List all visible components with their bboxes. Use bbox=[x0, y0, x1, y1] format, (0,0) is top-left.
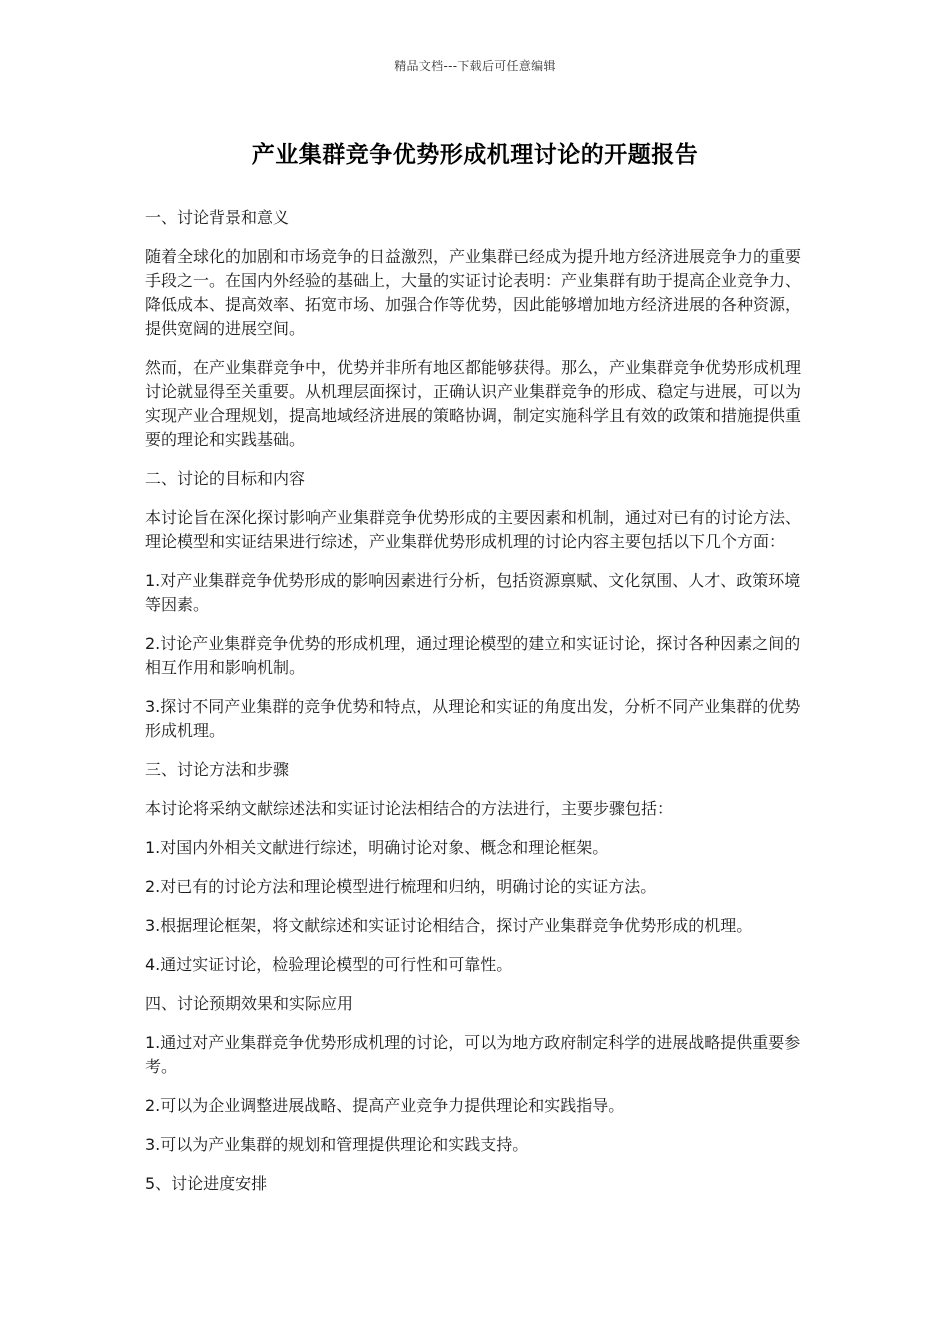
list-item: 2.讨论产业集群竞争优势的形成机理，通过理论模型的建立和实证讨论，探讨各种因素之间的相互作用和影响机制。 bbox=[145, 634, 801, 677]
section-heading-background: 一、讨论背景和意义 bbox=[145, 208, 290, 227]
list-item: 2.对已有的讨论方法和理论模型进行梳理和归纳，明确讨论的实证方法。 bbox=[145, 877, 657, 896]
document-title: 产业集群竞争优势形成机理讨论的开题报告 bbox=[251, 142, 699, 168]
list-item: 1.对产业集群竞争优势形成的影响因素进行分析，包括资源禀赋、文化氛围、人才、政策环境等因素。 bbox=[145, 571, 801, 614]
list-item: 4.通过实证讨论，检验理论模型的可行性和可靠性。 bbox=[145, 955, 513, 974]
list-item: 2.可以为企业调整进展战略、提高产业竞争力提供理论和实践指导。 bbox=[145, 1096, 625, 1115]
paragraph: 本讨论将采纳文献综述法和实证讨论法相结合的方法进行，主要步骤包括： bbox=[145, 799, 674, 818]
section-heading-expected-results: 四、讨论预期效果和实际应用 bbox=[145, 994, 354, 1013]
document-body bbox=[145, 206, 810, 1211]
list-item: 3.可以为产业集群的规划和管理提供理论和实践支持。 bbox=[145, 1135, 529, 1154]
paragraph: 本讨论旨在深化探讨影响产业集群竞争优势形成的主要因素和机制，通过对已有的讨论方法、理论模型和实证结果进行综述，产业集群优势形成机理的讨论内容主要包括以下几个方面： bbox=[145, 508, 802, 551]
paragraph: 随着全球化的加剧和市场竞争的日益激烈，产业集群已经成为提升地方经济进展竞争力的重要手段之一。在国内外经验的基础上，大量的实证讨论表明：产业集群有助于提高企业竞争力、降低成本、提高效率、拓宽市场、加强合作等优势，因此能够增加地方经济进展的各种资源，提供宽阔的进展空间。 bbox=[145, 247, 802, 338]
list-item: 1.通过对产业集群竞争优势形成机理的讨论，可以为地方政府制定科学的进展战略提供重要参考。 bbox=[145, 1033, 801, 1076]
list-item: 3.根据理论框架，将文献综述和实证讨论相结合，探讨产业集群竞争优势形成的机理。 bbox=[145, 916, 753, 935]
list-item: 1.对国内外相关文献进行综述，明确讨论对象、概念和理论框架。 bbox=[145, 838, 609, 857]
section-heading-methods: 三、讨论方法和步骤 bbox=[145, 760, 290, 779]
section-heading-schedule: 5、讨论进度安排 bbox=[145, 1174, 268, 1193]
paragraph: 然而，在产业集群竞争中，优势并非所有地区都能够获得。那么，产业集群竞争优势形成机理讨论就显得至关重要。从机理层面探讨，正确认识产业集群竞争的形成、稳定与进展，可以为实现产业合理规划，提高地域经济进展的策略协调，制定实施科学且有效的政策和措施提供重要的理论和实践基础。 bbox=[145, 358, 802, 449]
header-note: 精品文档---下载后可任意编辑 bbox=[394, 59, 556, 73]
section-heading-goals: 二、讨论的目标和内容 bbox=[145, 469, 306, 488]
list-item: 3.探讨不同产业集群的竞争优势和特点，从理论和实证的角度出发，分析不同产业集群的优势形成机理。 bbox=[145, 697, 801, 740]
